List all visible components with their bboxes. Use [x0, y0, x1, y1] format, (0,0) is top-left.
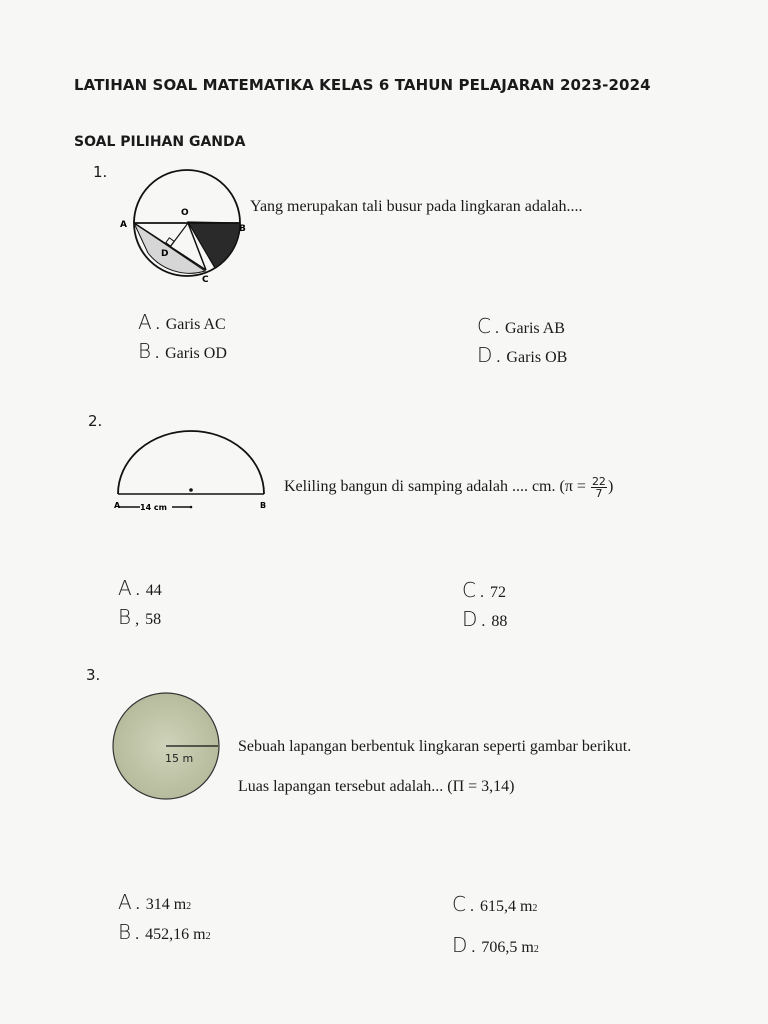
- question-3-text-line2: Luas lapangan tersebut adalah... (Π = 3,14): [238, 778, 515, 795]
- option-text: 615,4 m: [479, 898, 533, 915]
- question-1-circle-figure: [118, 168, 258, 286]
- option-letter: A: [118, 890, 132, 914]
- option-text: Garis AC: [165, 316, 226, 333]
- question-1-text: Yang merupakan tali busur pada lingkaran adalah....: [250, 198, 583, 215]
- label-a: A: [114, 501, 121, 510]
- option-text: 44: [145, 582, 162, 599]
- question-2-option-a[interactable]: A . 44: [118, 576, 162, 600]
- question-2-text: [284, 476, 613, 499]
- radius-label: 15 m: [165, 752, 194, 765]
- question-3-field-circle: [110, 690, 222, 802]
- option-text: Garis AB: [504, 320, 565, 337]
- option-text: 452,16 m: [145, 926, 206, 943]
- label-o: O: [181, 208, 189, 218]
- label-d: D: [161, 249, 169, 259]
- question-2-text-main: Keliling bangun di samping adalah .... cm. (π =: [284, 478, 590, 496]
- question-2-option-c[interactable]: C . 72: [462, 578, 506, 602]
- question-2-semicircle-figure: [110, 424, 280, 520]
- question-3-option-a[interactable]: A . 314 m 2: [118, 890, 192, 914]
- option-letter: D: [452, 933, 468, 957]
- option-text: 72: [489, 584, 506, 601]
- option-text: 58: [145, 611, 162, 628]
- label-c: C: [202, 275, 209, 285]
- question-3-option-b[interactable]: B . 452,16 m 2: [118, 920, 211, 944]
- question-1-option-a[interactable]: A . Garis AC: [138, 310, 226, 334]
- page-title: LATIHAN SOAL MATEMATIKA KELAS 6 TAHUN PELAJARAN 2023-2024: [74, 76, 651, 94]
- question-3-option-c[interactable]: C . 615,4 m 2: [452, 892, 538, 916]
- option-letter: D: [462, 607, 478, 631]
- option-letter: B: [138, 339, 152, 363]
- question-1-option-c[interactable]: C . Garis AB: [477, 314, 565, 338]
- option-superscript: 2: [532, 903, 538, 914]
- option-letter: C: [452, 892, 466, 916]
- option-letter: A: [118, 576, 132, 600]
- option-letter: B: [118, 920, 132, 944]
- label-b: B: [260, 501, 267, 510]
- pi-numerator: 22: [591, 475, 606, 488]
- question-2-option-b[interactable]: B , 58: [118, 605, 162, 629]
- pi-denominator: 7: [595, 487, 603, 500]
- option-text: Garis OB: [506, 349, 568, 366]
- option-letter: B: [118, 605, 132, 629]
- label-b: B: [239, 224, 246, 234]
- section-heading: SOAL PILIHAN GANDA: [74, 134, 246, 150]
- question-3-number: 3.: [86, 666, 101, 684]
- pi-fraction: [591, 476, 607, 499]
- question-2-option-d[interactable]: D . 88: [462, 607, 508, 631]
- question-3-option-d[interactable]: D . 706,5 m 2: [452, 933, 539, 957]
- option-superscript: 2: [205, 931, 211, 942]
- option-text: Garis OD: [165, 345, 227, 362]
- option-letter: C: [477, 314, 491, 338]
- question-2-text-end: ): [607, 478, 614, 496]
- question-1-option-b[interactable]: B . Garis OD: [138, 339, 227, 363]
- option-text: 88: [491, 613, 508, 630]
- question-1-number: 1.: [93, 163, 108, 181]
- option-superscript: 2: [533, 944, 539, 955]
- option-letter: D: [477, 343, 493, 367]
- label-a: A: [120, 220, 127, 230]
- question-1-option-d[interactable]: D . Garis OB: [477, 343, 568, 367]
- question-3-text-line1: Sebuah lapangan berbentuk lingkaran seperti gambar berikut.: [238, 738, 632, 755]
- option-letter: A: [138, 310, 152, 334]
- option-superscript: 2: [186, 901, 192, 912]
- option-text: 314 m: [145, 896, 187, 913]
- question-2-number: 2.: [88, 412, 103, 430]
- length-label: 14 cm: [140, 503, 167, 512]
- option-letter: C: [462, 578, 476, 602]
- option-text: 706,5 m: [481, 939, 534, 956]
